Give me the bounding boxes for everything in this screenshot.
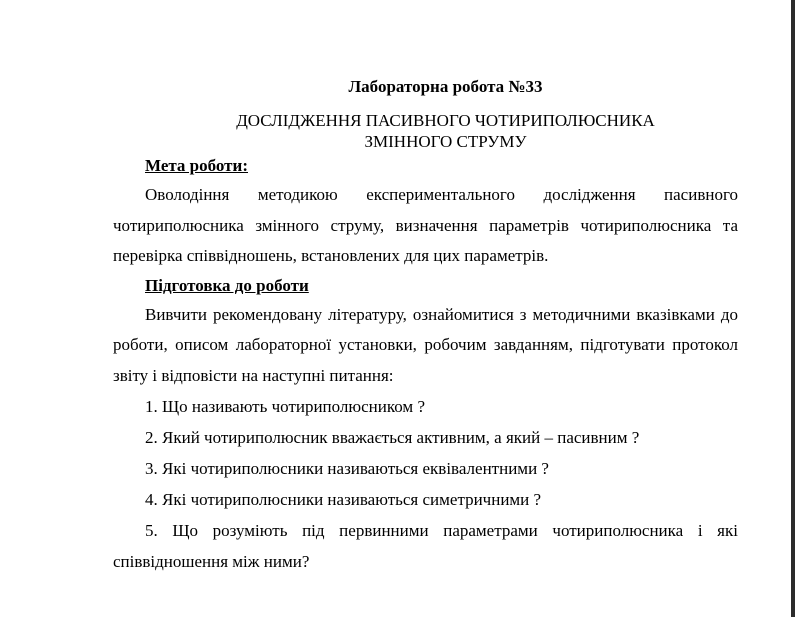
lab-title: Лабораторна робота №33 (348, 77, 543, 96)
goal-heading: Мета роботи: (145, 156, 248, 175)
question-item-4: 4. Які чотириполюсники називаються симетричними ? (145, 490, 542, 509)
question-item-1: 1. Що називають чотириполюсником ? (145, 397, 425, 416)
document-page (113, 72, 738, 577)
goal-paragraph: Оволодіння методикою експериментального дослідження пасивного чотириполюсника змінного струму, визначення параметрів чотириполюсника та перевірка співвідношень, встановлених для цих параметрів. (113, 185, 738, 265)
lab-subtitle-line-2: ЗМІННОГО СТРУМУ (364, 132, 527, 151)
question-item-5: 5. Що розуміють під первинними параметрами чотириполюсника і які співвідношення між ними? (113, 521, 738, 571)
question-item-2: 2. Який чотириполюсник вважається активним, а який – пасивним ? (145, 428, 640, 447)
question-item-3: 3. Які чотириполюсники називаються еквівалентними ? (145, 459, 549, 478)
preparation-paragraph: Вивчити рекомендовану літературу, ознайомитися з методичними вказівками до роботи, описом лабораторної установки, робочим завданням, підготувати протокол звіту і відповісти на наступні питання: (113, 304, 738, 385)
preparation-heading: Підготовка до роботи (145, 275, 309, 295)
lab-subtitle-line-1: ДОСЛІДЖЕННЯ ПАСИВНОГО ЧОТИРИПОЛЮСНИКА (236, 111, 655, 130)
page-edge-shadow (791, 0, 795, 617)
lab-subtitle (153, 110, 738, 152)
question-list (113, 391, 738, 577)
